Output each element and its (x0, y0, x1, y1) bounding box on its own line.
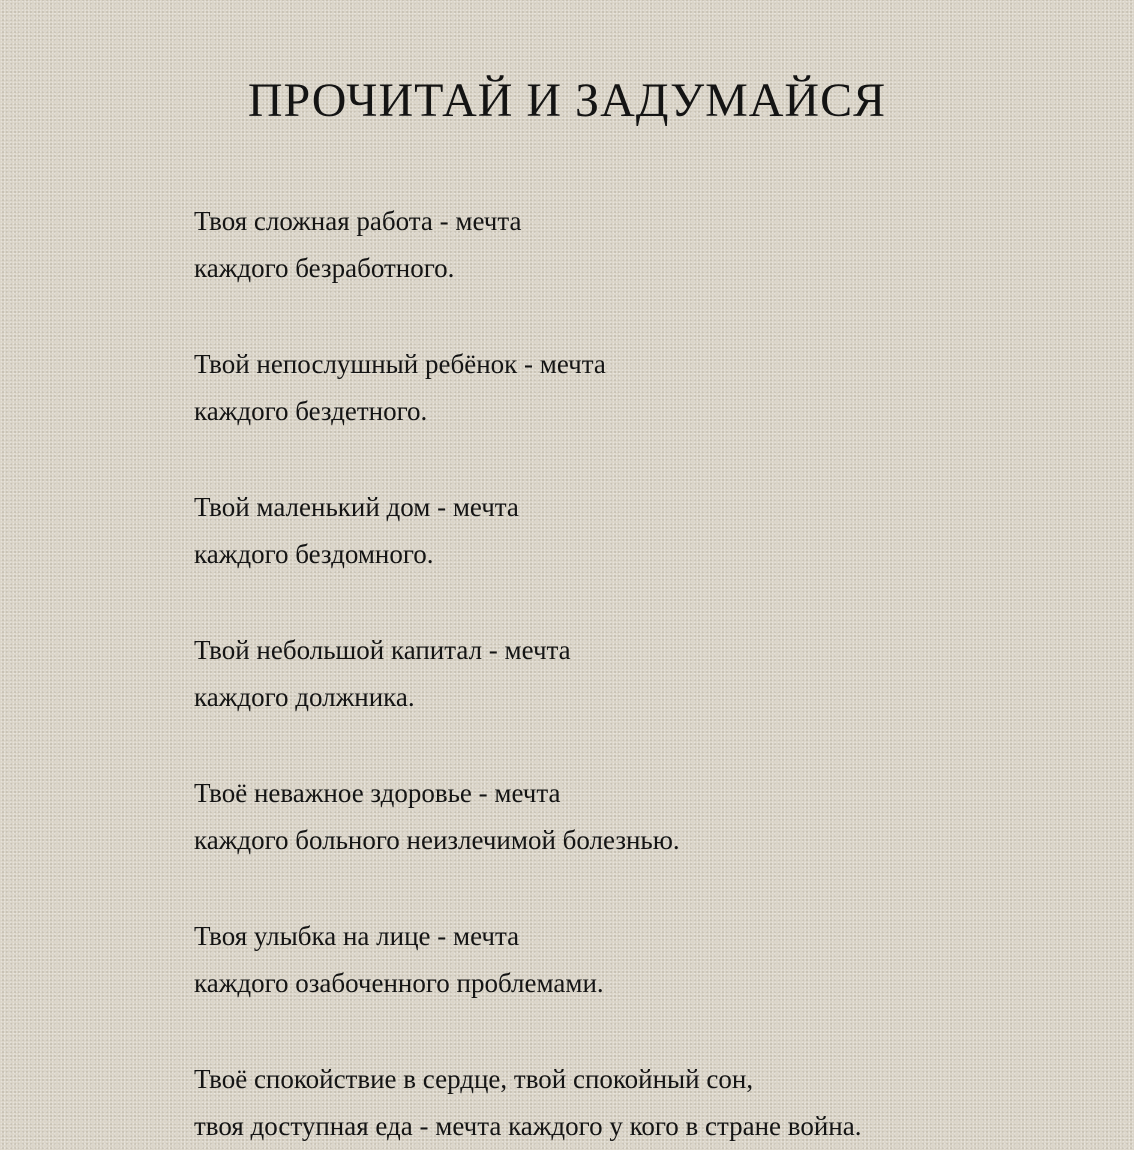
stanza-line: Твоя сложная работа - мечта (194, 206, 522, 236)
stanza-line: каждого бездетного. (194, 396, 428, 426)
stanza-line: Твоё спокойствие в сердце, твой спокойный сон, (194, 1064, 754, 1094)
stanza-line: каждого должника. (194, 682, 415, 712)
stanza-line: твоя доступная еда - мечта каждого у кого в стране война. (194, 1111, 862, 1141)
stanza (194, 770, 1094, 864)
stanza (194, 913, 1094, 1007)
stanza-line: Твой непослушный ребёнок - мечта (194, 349, 606, 379)
stanza (194, 198, 1094, 292)
stanza-line: Твой небольшой капитал - мечта (194, 635, 571, 665)
stanza-line: каждого бездомного. (194, 539, 434, 569)
stanza-line: каждого озабоченного проблемами. (194, 968, 604, 998)
poster-title: ПРОЧИТАЙ И ЗАДУМАЙСЯ (247, 74, 887, 127)
poem-body (194, 198, 1094, 1150)
stanza-line: каждого безработного. (194, 253, 455, 283)
stanza (194, 627, 1094, 721)
stanza-line: Твой маленький дом - мечта (194, 492, 519, 522)
stanza (194, 484, 1094, 578)
stanza (194, 1056, 1094, 1150)
stanza-line: Твоё неважное здоровье - мечта (194, 778, 561, 808)
stanza-line: каждого больного неизлечимой болезнью. (194, 825, 680, 855)
stanza-line: Твоя улыбка на лице - мечта (194, 921, 520, 951)
stanza (194, 341, 1094, 435)
